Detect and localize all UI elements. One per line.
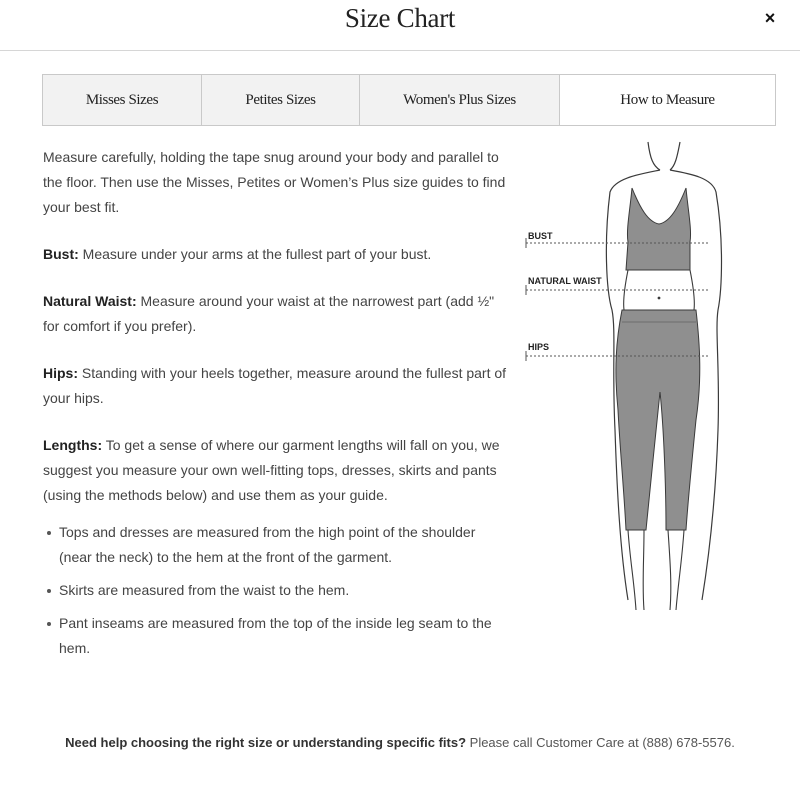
lengths-label: Lengths: [43,437,103,453]
footer-help-question: Need help choosing the right size or understanding specific fits? [65,735,467,750]
garment-leggings [616,310,700,530]
bust-label: Bust: [43,246,79,262]
waist-label: Natural Waist: [43,293,137,309]
bust-instruction [43,242,508,267]
tab-how-to-measure[interactable]: How to Measure [560,74,776,126]
hips-text: Standing with your heels together, measure around the fullest part of your hips. [43,365,507,406]
lengths-text: To get a sense of where our garment lengths will fall on you, we suggest you measure your own well-fitting tops, dresses, skirts and pants (using the methods below) and use them as your guide. [43,437,500,503]
length-bullet-list [43,520,508,661]
close-icon[interactable]: × [764,8,776,28]
garment-top [626,188,691,270]
waist-marker-label: NATURAL WAIST [528,276,602,286]
tab-misses-sizes[interactable]: Misses Sizes [42,74,202,126]
list-item: Pant inseams are measured from the top of the inside leg seam to the hem. [43,611,508,661]
modal-header [0,0,800,51]
hips-marker-label: HIPS [528,342,550,352]
size-tabs [42,74,776,126]
hips-instruction [43,361,508,411]
waist-text: Measure around your waist at the narrowest part (add ½" for comfort if you prefer). [43,293,495,334]
hips-label: Hips: [43,365,78,381]
bust-text: Measure under your arms at the fullest part of your bust. [78,246,432,262]
body-measurement-illustration [520,130,770,630]
modal-title: Size Chart [344,3,456,33]
footer-phone-text: Please call Customer Care at (888) 678-5576. [466,735,735,750]
waist-instruction [43,289,508,339]
tab-womens-plus-sizes[interactable]: Women's Plus Sizes [360,74,560,126]
intro-text: Measure carefully, holding the tape snug around your body and parallel to the floor. Then use the Misses, Petites or Women’s Plus size guides to find your best fit. [43,149,506,215]
list-item: Tops and dresses are measured from the high point of the shoulder (near the neck) to the hem at the front of the garment. [43,520,508,570]
lengths-instruction [43,433,508,508]
bust-marker-label: BUST [528,231,553,241]
customer-care-footer [0,735,800,750]
tab-petites-sizes[interactable]: Petites Sizes [202,74,360,126]
measure-instructions [43,145,508,669]
list-item: Skirts are measured from the waist to the hem. [43,578,508,603]
